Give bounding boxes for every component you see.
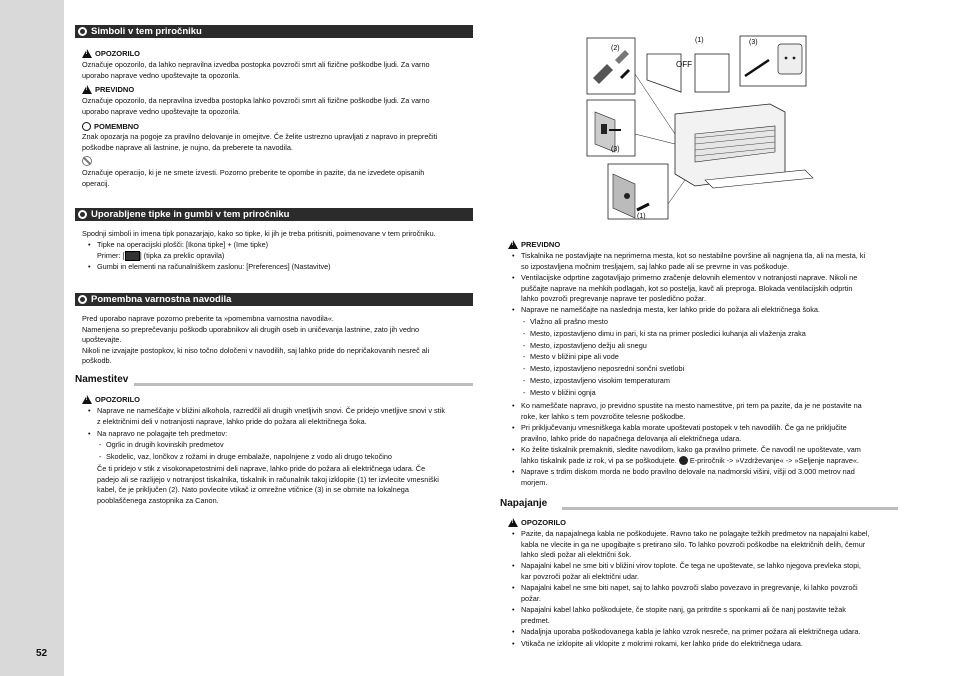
label-text: POMEMBNO <box>94 122 139 131</box>
paragraph <box>97 464 439 506</box>
text-line: roke, ker lahko s tem povzročite telesne poškodbe. <box>521 411 686 421</box>
text-line: Ko nameščate napravo, jo previdno spustite na mesto namestitve, pri tem pa pazite, da je ne postavite na <box>521 401 862 410</box>
text-line: Tipke na operacijski plošči: [Ikona tipke] + (Ime tipke) <box>97 240 269 249</box>
list-item: • Pazite, da napajalnega kabla ne poškodujete. Ravno tako ne polagajte težkih predmetov na napajalni kabel, kabla ne vlecite in ga ne upogibajte s pretirano silo. To lahko povzroči poškodbe na električnih delih, čemur lahko sledi požar ali električni šok. <box>512 529 870 560</box>
text-line <box>521 456 861 467</box>
section-title: Simboli v tem priročniku <box>91 26 202 37</box>
section-title: Uporabljene tipke in gumbi v tem priročniku <box>91 209 290 220</box>
callout-label: (1) <box>637 213 646 220</box>
text-line: Označuje operacijo, ki je ne smete izvesti. Pozorno preberite te opombe in pazite, da ne izvedete opisanih <box>82 168 425 177</box>
sub-list-item: - Mesto v bližini pipe ali vode <box>523 352 619 361</box>
text-line: Označuje opozorilo, da nepravilna izvedba postopka lahko povzroči smrt ali fizične poškodbe ljudi. Za varno <box>82 96 430 105</box>
text-line: operacij. <box>82 178 110 188</box>
text-line: Če ti pridejo v stik z visokonapetostnimi deli naprave, lahko pride do požara ali električnega udara. Če <box>97 464 426 473</box>
paragraph <box>82 60 430 81</box>
subsection-title-installation: Namestitev <box>75 374 129 385</box>
section-title: Pomembna varnostna navodila <box>91 294 232 305</box>
list-item: • Gumbi in elementi na računalniškem zaslonu: [Preferences] (Nastavitve) <box>88 262 331 271</box>
bullet-circle-icon <box>78 27 87 36</box>
text-line: Mesto, izpostavljeno visokim temperaturam <box>530 376 670 385</box>
label-text: OPOZORILO <box>95 395 140 404</box>
label-text: PREVIDNO <box>95 85 135 94</box>
callout-label: (3) <box>749 39 758 46</box>
list-item: • Napajalni kabel ne sme biti napet, saj to lahko povzroči slabo povezavo in pregrevanje, ki lahko povzroči požar. <box>512 583 858 603</box>
sub-list-item: - Mesto, izpostavljeno visokim temperaturam <box>523 376 670 385</box>
bullet-circle-icon <box>78 295 87 304</box>
text-line: kabla ne vlecite in ga ne upogibajte s pretirano silo. To lahko povzroči poškodbe na električnih delih, čemur <box>521 539 866 549</box>
text-line: Vlažno ali prašno mesto <box>530 317 608 326</box>
subsection-title-power: Napajanje <box>500 498 548 509</box>
text-line: Nikoli ne izvajajte postopkov, ki niso točno določeni v navodilih, saj lahko pride do nepričakovanih nesreč ali <box>82 345 430 355</box>
text-line: lahko povzroči pregrevanje naprave ter posledično požar. <box>521 294 706 304</box>
text-line: Ko želite tiskalnik premakniti, sledite navodilom, kako ga pravilno primete. Če navodil ne upoštevate, vam <box>521 445 861 454</box>
text-line: Pri priključevanju vmesniškega kabla morate upoštevati postopek v teh navodilih. Če ga ne priključite <box>521 423 847 432</box>
label-text: PREVIDNO <box>521 240 561 249</box>
text-line: požar. <box>521 593 541 603</box>
text-line: Mesto, izpostavljeno dežju ali snegu <box>530 341 647 350</box>
label-text: OPOZORILO <box>95 49 140 58</box>
text-line: Naprave ne nameščajte v bližini alkohola, razredčil ali drugih vnetljivih snovi. Če pridejo vnetljive snovi v stik <box>97 406 445 415</box>
warning-label <box>508 518 566 527</box>
text-line: Ventilacijske odprtine zagotavljajo primerno zračenje delovnih elementov v notranjosti naprave. Nikoli ne <box>521 273 858 282</box>
prohibited-label <box>82 156 92 166</box>
printer-illustration <box>585 34 817 224</box>
text-line: padejo ali se razlijejo v notranjost tiskalnika, tiskalnik in računalnik takoj izklopite (1) ter izvlecite vmesniški <box>97 474 439 484</box>
list-item: • Naprave s trdim diskom morda ne bodo pravilno delovale na nadmorski višini, višji od 3.000 metrov nad morjem. <box>512 467 855 487</box>
example-line <box>97 251 224 262</box>
paragraph: Spodnji simboli in imena tipk ponazarjajo, kako so tipke, ki jih je treba pritisniti, poimenovane v tem priročniku. <box>82 229 436 238</box>
sub-list-item: - Vlažno ali prašno mesto <box>523 317 608 326</box>
section-header-keys <box>75 208 473 221</box>
subsection-rule <box>562 507 898 510</box>
list-item: • Tipke na operacijski plošči: [Ikona tipke] + (Ime tipke) <box>88 240 269 249</box>
warning-label <box>82 395 140 404</box>
callout-label: (1) <box>695 37 704 44</box>
text-line: poškodb. <box>82 356 112 366</box>
paragraph <box>82 314 429 367</box>
important-label <box>82 122 139 131</box>
text-line: pooblaščenega zastopnika za Canon. <box>97 495 219 505</box>
text-line: Mesto, izpostavljeno neposredni sončni svetlobi <box>530 364 685 373</box>
stop-key-icon <box>125 251 140 261</box>
text-line: Mesto v bližini pipe ali vode <box>530 352 619 361</box>
text-span: lahko tiskalnik pade iz rok, vi pa se poškodujete. <box>521 455 677 465</box>
warning-triangle-icon <box>82 395 92 404</box>
text-line: Skodelic, vaz, lončkov z rožami in druge embalaže, napolnjene z vodo ali drugo tekočino <box>106 452 392 461</box>
section-header-safety <box>75 293 473 306</box>
text-line: morjem. <box>521 477 548 487</box>
text-line: Naprave ne nameščajte na naslednja mesta, ker lahko pride do požara ali električnega šoka. <box>521 305 820 314</box>
text-line: Mesto, izpostavljeno dimu in pari, ki sta na primer posledici kuhanja ali vlaženja zraka <box>530 329 806 338</box>
text-line: lahko sledi požar ali električni šok. <box>521 550 632 560</box>
text-line: Ogrlic in drugih kovinskih predmetov <box>106 440 224 449</box>
text-line: z električnimi deli v notranjosti naprave, lahko pride do požara ali električnega šoka. <box>97 416 367 426</box>
sub-list-item: - Skodelic, vaz, lončkov z rožami in druge embalaže, napolnjene z vodo ali drugo tekočino <box>99 452 392 461</box>
warning-triangle-icon <box>508 518 518 527</box>
sub-list-item: - Mesto v bližini ognja <box>523 388 596 397</box>
text-line: poškodbe naprave ali lastnine, je nujno, da preberete ta navodila. <box>82 142 293 152</box>
text-line: Naprave s trdim diskom morda ne bodo pravilno delovale na nadmorski višini, višji od 3.000 metrov nad <box>521 467 855 476</box>
text-line: predmet. <box>521 615 550 625</box>
bullet-circle-icon <box>78 210 87 219</box>
caution-triangle-icon <box>82 85 92 94</box>
subsection-rule <box>134 383 473 386</box>
text-line: Nadaljnja uporaba poškodovanega kabla je lahko vzrok nesreče, na primer požara ali električnega udara. <box>521 627 861 636</box>
page-number: 52 <box>36 648 48 659</box>
text-line: upoštevajte. <box>82 335 122 345</box>
text-span: Primer: [ <box>97 251 125 260</box>
list-item: • Na napravo ne polagajte teh predmetov: <box>88 429 228 438</box>
paragraph <box>82 168 424 189</box>
text-line: kabel, če je priključen (2). Nato povlecite vtikač iz omrežne vtičnice (3) in se obrnite na lokalnega <box>97 485 409 495</box>
page-margin-strip <box>0 0 64 676</box>
text-line: Gumbi in elementi na računalniškem zaslonu: [Preferences] (Nastavitve) <box>97 262 331 271</box>
caution-label <box>82 85 134 94</box>
text-line: Na napravo ne polagajte teh predmetov: <box>97 429 228 438</box>
list-item: • Nadaljnja uporaba poškodovanega kabla je lahko vzrok nesreče, na primer požara ali električnega udara. <box>512 627 861 636</box>
sub-list-item: - Mesto, izpostavljeno dimu in pari, ki sta na primer posledici kuhanja ali vlaženja zraka <box>523 329 806 338</box>
paragraph <box>82 96 430 117</box>
text-line: Mesto v bližini ognja <box>530 388 596 397</box>
text-line: uporabo naprave vedno upoštevajte ta opozorila. <box>82 70 241 80</box>
caution-label <box>508 240 560 249</box>
paragraph <box>82 132 437 153</box>
text-line: Znak opozarja na pogoje za pravilno delovanje in omejitve. Če želite ustrezno upravljati z napravo in preprečiti <box>82 132 438 141</box>
list-item: • Vtikača ne izklopite ali vklopite z mokrimi rokami, ker lahko pride do električnega udara. <box>512 639 803 648</box>
off-label: OFF <box>676 60 692 69</box>
caution-triangle-icon <box>508 240 518 249</box>
list-item: • Napajalni kabel lahko poškodujete, če stopite nanj, ga pritrdite s sponkami ali če nanj postavite težak predmet. <box>512 605 846 625</box>
label-text: OPOZORILO <box>521 518 566 527</box>
sub-list-item: - Ogrlic in drugih kovinskih predmetov <box>99 440 224 449</box>
callout-label: (2) <box>611 45 620 52</box>
list-item: • Napajalni kabel ne sme biti v bližini virov toplote. Če tega ne upoštevate, se lahko njegova prevleka stopi, kar povzroči požar ali električni udar. <box>512 561 861 581</box>
text-line: Pred uporabo naprave pozorno preberite ta »pomembna varnostna navodila«. <box>82 314 334 323</box>
warning-label <box>82 49 140 58</box>
text-line: Napajalni kabel ne sme biti napet, saj to lahko povzroči slabo povezavo in pregrevanje, ki lahko povzroči <box>521 583 858 592</box>
warning-triangle-icon <box>82 49 92 58</box>
list-item: • Ko želite tiskalnik premakniti, sledite navodilom, kako ga pravilno primete. Če navodil ne upoštevate, vam lahko tiskalnik pade iz rok, vi pa se poškodujete. E-priročnik -> »Vzdrževanje« -> »Seljenje naprave«. <box>512 445 861 465</box>
text-line: Tiskalnika ne postavljajte na neprimerna mesta, kot so nestabilne površine ali nagnjena tla, ali na mesta, ki <box>521 251 866 260</box>
list-item: • Naprave ne nameščajte v bližini alkohola, razredčil ali drugih vnetljivih snovi. Če pridejo vnetljive snovi v stik z električnimi deli v notranjosti naprave, lahko pride do požara ali električnega šoka. <box>88 406 445 426</box>
callout-label: (3) <box>611 146 620 153</box>
text-line: Napajalni kabel lahko poškodujete, če stopite nanj, ga pritrdite s sponkami ali če nanj postavite težak <box>521 605 846 614</box>
e-manual-icon <box>679 456 688 465</box>
sub-list-item: - Mesto, izpostavljeno dežju ali snegu <box>523 341 647 350</box>
text-line: Označuje opozorilo, da lahko nepravilna izvedba postopka povzroči smrt ali fizične poškodbe ljudi. Za varno <box>82 60 430 69</box>
section-header-symbols <box>75 25 473 38</box>
list-item: • Ventilacijske odprtine zagotavljajo primerno zračenje delovnih elementov v notranjosti naprave. Nikoli ne puščajte naprave na mehkih podlagah, kot so postelja, kavč ali preproga. Blokada ventilacijskih odprtin lahko povzroči pregrevanje naprave ter posledično požar. <box>512 273 858 304</box>
text-span: E-priročnik -> »Vzdrževanje« -> »Seljenje naprave«. <box>689 455 859 465</box>
list-item: • Ko nameščate napravo, jo previdno spustite na mesto namestitve, pri tem pa pazite, da je ne postavite na roke, ker lahko s tem povzročite telesne poškodbe. <box>512 401 862 421</box>
text-line: Napajalni kabel ne sme biti v bližini virov toplote. Če tega ne upoštevate, se lahko njegova prevleka stopi, <box>521 561 861 570</box>
sub-list-item: - Mesto, izpostavljeno neposredni sončni svetlobi <box>523 364 685 373</box>
text-line: pravilno, lahko pride do napačnega delovanja ali električnega udara. <box>521 433 742 443</box>
important-icon <box>82 122 91 131</box>
text-line: kar povzroči požar ali električni udar. <box>521 571 640 581</box>
text-line: puščajte naprave na mehkih podlagah, kot so postelja, kavč ali preproga. Blokada ventilacijskih odprtin <box>521 283 853 293</box>
text-line: Namenjena so preprečevanju poškodb uporabnikov ali drugih oseb in uničevanja lastnine, zato jih vedno <box>82 324 420 334</box>
text-span: ] (tipka za preklic opravila) <box>139 251 225 260</box>
text-line: uporabo naprave vedno upoštevajte ta opozorila. <box>82 106 241 116</box>
text-line: so izpostavljena močnim tresljajem, saj lahko pade ali se prevrne in vas poškoduje. <box>521 261 790 271</box>
list-item: • Pri priključevanju vmesniškega kabla morate upoštevati postopek v teh navodilih. Če ga ne priključite pravilno, lahko pride do napačnega delovanja ali električnega udara. <box>512 423 847 443</box>
list-item: • Tiskalnika ne postavljajte na neprimerna mesta, kot so nestabilne površine ali nagnjena tla, ali na mesta, ki so izpostavljena močnim tresljajem, saj lahko pade ali se prevrne in vas poškoduje. <box>512 251 866 271</box>
list-item: • Naprave ne nameščajte na naslednja mesta, ker lahko pride do požara ali električnega šoka. <box>512 305 820 314</box>
text-line: Vtikača ne izklopite ali vklopite z mokrimi rokami, ker lahko pride do električnega udara. <box>521 639 803 648</box>
prohibited-icon <box>82 156 92 166</box>
text-line: Pazite, da napajalnega kabla ne poškodujete. Ravno tako ne polagajte težkih predmetov na napajalni kabel, <box>521 529 870 538</box>
